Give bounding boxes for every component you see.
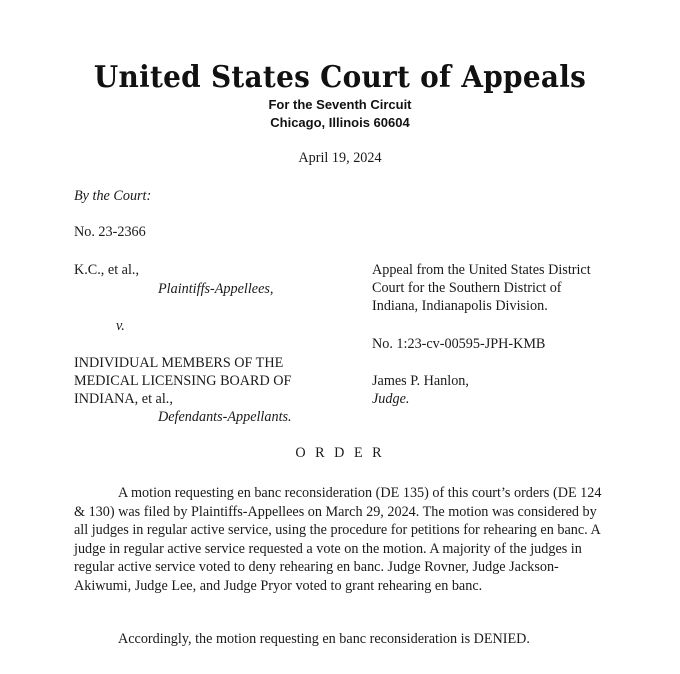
appeal-line-3: Indiana, Indianapolis Division. [372,298,548,314]
defendants-line-3: INDIANA, et al., [74,391,173,407]
defendants-role: Defendants-Appellants. [158,409,292,425]
order-date: April 19, 2024 [298,150,382,166]
case-number: No. 23-2366 [74,224,146,240]
appeal-line-1: Appeal from the United States District [372,262,591,278]
order-paragraph: A motion requesting en banc reconsideration (DE 135) of this court’s orders (DE 124 & 130) was filed by Plaintiffs-Appellees on March 29, 2024. The motion was considered by all judges in regular active service, using the procedure for petitions for rehearing en banc. A judge in regular active service requested a vote on the motion. A majority of the judges in regular active service voted to deny rehearing en banc. Judge Rovner, Judge Jackson-Akiwumi, Judge Lee, and Judge Pryor voted to grant rehearing en banc. [74,485,602,594]
order-conclusion: Accordingly, the motion requesting en banc reconsideration is DENIED. [118,631,530,647]
plaintiffs-name: K.C., et al., [74,262,140,278]
location-line: Chicago, Illinois 60604 [270,115,410,130]
plaintiffs-role: Plaintiffs-Appellees, [158,281,274,297]
appeal-line-2: Court for the Southern District of [372,280,562,296]
circuit-line: For the Seventh Circuit [268,97,412,112]
defendants-line-2: MEDICAL LICENSING BOARD OF [74,373,292,389]
by-the-court-label: By the Court: [74,188,152,204]
judge-title: Judge. [372,391,410,407]
versus-label: v. [116,318,125,334]
district-case-number: No. 1:23-cv-00595-JPH-KMB [372,336,546,352]
court-name-heading: United States Court of Appeals [93,60,587,95]
defendants-line-1: INDIVIDUAL MEMBERS OF THE [74,355,284,371]
judge-name: James P. Hanlon, [372,373,469,389]
order-heading: O R D E R [295,445,385,461]
